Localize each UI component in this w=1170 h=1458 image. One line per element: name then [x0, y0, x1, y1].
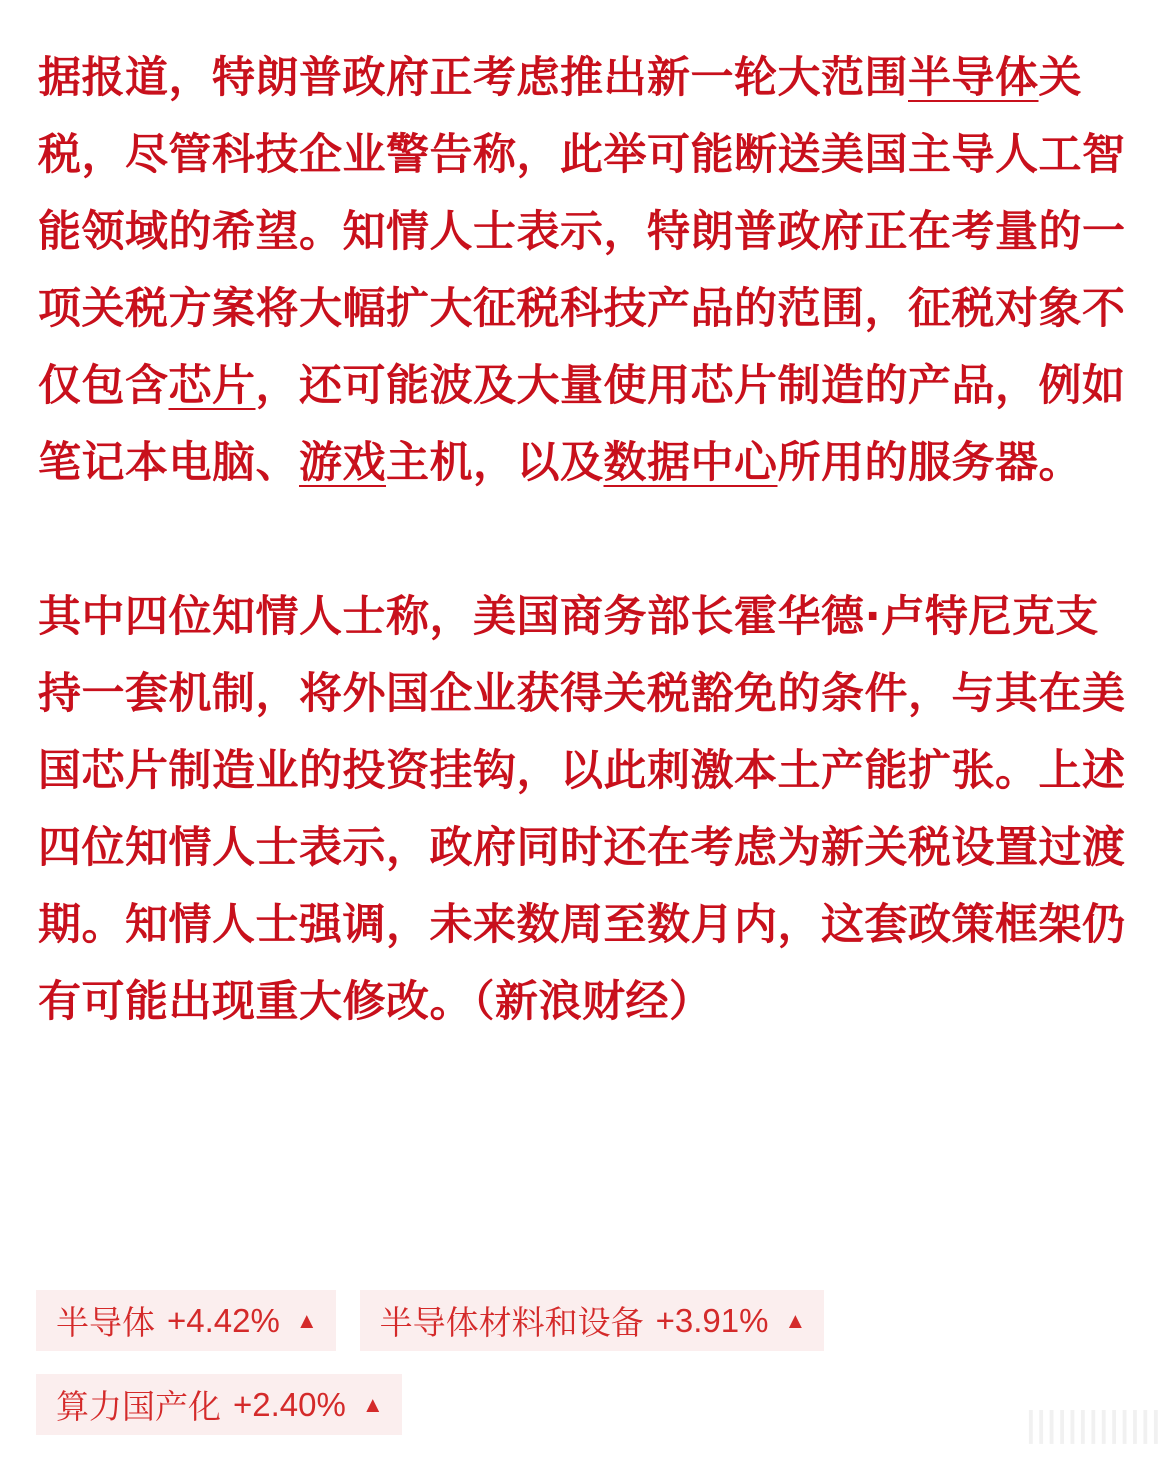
tag-computing-localization[interactable]	[36, 1374, 402, 1435]
tag-name: 算力国产化	[56, 1387, 221, 1426]
article-body	[38, 40, 1138, 1041]
link-data-center[interactable]: 数据中心	[603, 438, 778, 488]
tag-name: 半导体材料和设备	[379, 1303, 644, 1342]
tag-name: 半导体	[56, 1303, 155, 1342]
tag-change: +4.42%	[167, 1301, 280, 1339]
link-semiconductor[interactable]: 半导体	[908, 53, 1039, 103]
up-triangle-icon: ▲	[295, 1307, 318, 1333]
paragraph-1-text-e: 所用的服务器。	[777, 438, 1082, 488]
link-chip[interactable]: 芯片	[168, 361, 256, 411]
paragraph-1-text-c: ，还可能波及大量使用芯片制造的产品，例如笔记本电脑、	[38, 361, 1126, 488]
up-triangle-icon: ▲	[361, 1391, 384, 1417]
link-gaming[interactable]: 游戏	[299, 438, 386, 488]
up-triangle-icon: ▲	[784, 1307, 807, 1333]
paragraph-1-text-a: 据报道，特朗普政府正考虑推出新一轮大范围	[38, 53, 908, 103]
watermark-logo: |||||||||||||	[1024, 1405, 1160, 1445]
paragraph-1-text-d: 主机，以及	[386, 438, 604, 488]
tag-row-2	[36, 1374, 1136, 1435]
tag-change: +2.40%	[233, 1385, 346, 1423]
tag-change: +3.91%	[655, 1301, 769, 1339]
paragraph-1	[38, 40, 1138, 502]
paragraph-2: 其中四位知情人士称，美国商务部长霍华德·卢特尼克支持一套机制，将外国企业获得关税豁免的条件，与其在美国芯片制造业的投资挂钩，以此刺激本土产能扩张。上述四位知情人士表示，政府同时还在考虑为新关税设置过渡期。知情人士强调，未来数周至数月内，这套政策框架仍有可能出现重大修改。（新浪财经）	[38, 592, 1126, 1027]
paragraph-1-text-b: 关税，尽管科技企业警告称，此举可能断送美国主导人工智能领域的希望。知情人士表示，特朗普政府正在考量的一项关税方案将大幅扩大征税科技产品的范围，征税对象不仅包含	[38, 53, 1126, 411]
stock-tags	[36, 1290, 1136, 1458]
tag-semiconductor[interactable]	[36, 1290, 336, 1351]
tag-row-1	[36, 1290, 1136, 1351]
tag-semiconductor-materials-equipment[interactable]	[360, 1290, 825, 1351]
